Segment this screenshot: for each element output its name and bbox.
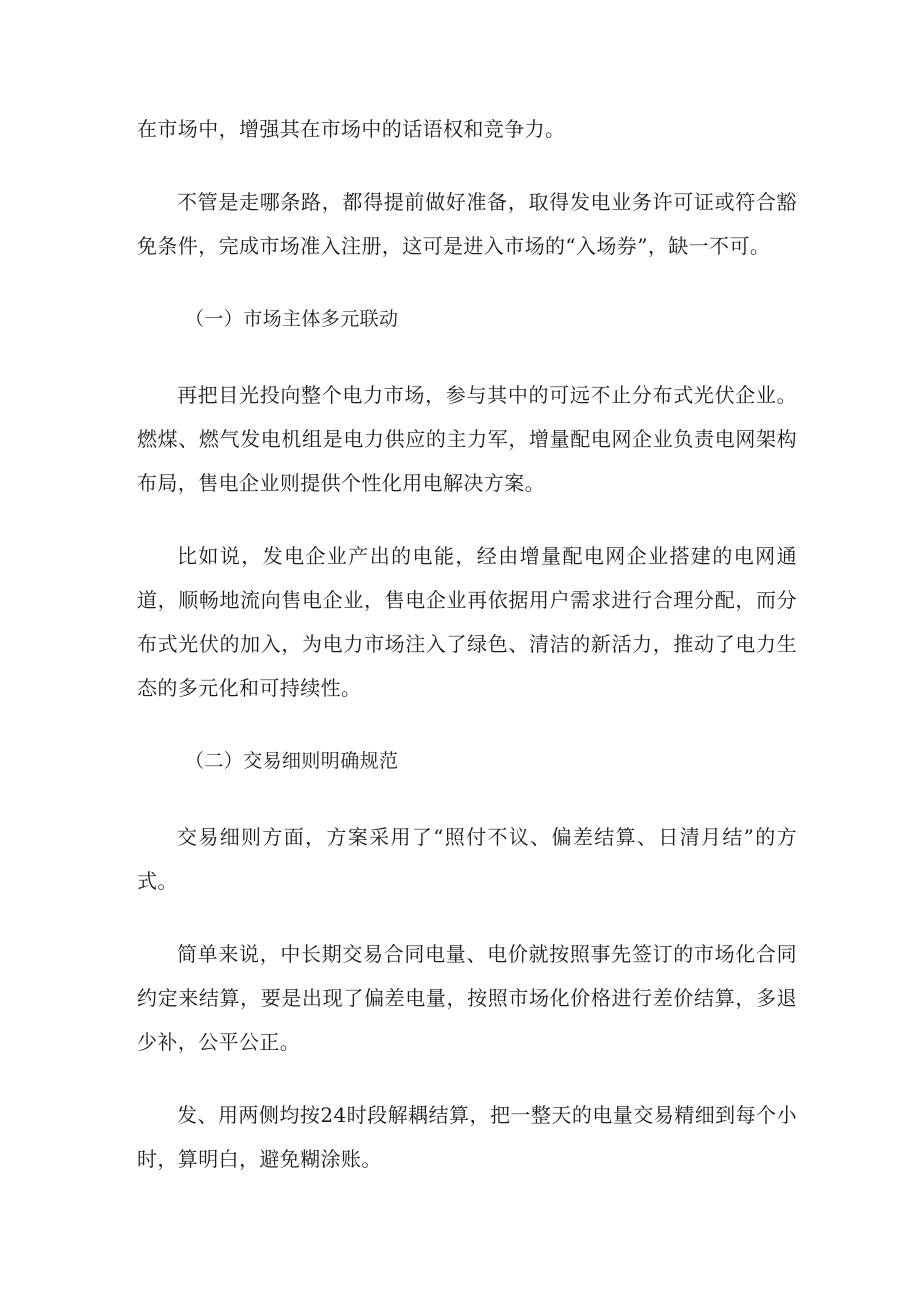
- document-body: [137, 107, 797, 1210]
- paragraph-example: 比如说，发电企业产出的电能，经由增量配电网企业搭建的电网通道，顺畅地流向售电企业，售电企业再依据用户需求进行合理分配，而分布式光伏的加入，为电力市场注入了绿色、清洁的新活力，推动了电力生态的多元化和可持续性。: [137, 544, 797, 700]
- paragraph-settlement: 简单来说，中长期交易合同电量、电价就按照事先签订的市场化合同约定来结算，要是出现了偏差电量，按照市场化价格进行差价结算，多退少补，公平公正。: [137, 942, 797, 1054]
- section-heading-market-entities: （一）市场主体多元联动: [185, 308, 399, 330]
- paragraph-preparation: 不管是走哪条路，都得提前做好准备，取得发电业务许可证或符合豁免条件，完成市场准入注册，这可是进入市场的“入场券”，缺一不可。: [137, 190, 797, 258]
- paragraph-market-overview: 再把目光投向整个电力市场，参与其中的可远不止分布式光伏企业。燃煤、燃气发电机组是电力供应的主力军，增量配电网企业负责电网架构布局，售电企业则提供个性化用电解决方案。: [137, 383, 797, 495]
- paragraph-hourly-settlement: 发、用两侧均按24时段解耦结算，把一整天的电量交易精细到每个小时，算明白，避免糊涂账。: [137, 1103, 797, 1171]
- paragraph-trading-method: 交易细则方面，方案采用了“照付不议、偏差结算、日清月结”的方式。: [137, 825, 797, 893]
- paragraph-continuation: 在市场中，增强其在市场中的话语权和竞争力。: [137, 117, 566, 141]
- section-heading-trading-rules: （二）交易细则明确规范: [185, 750, 399, 772]
